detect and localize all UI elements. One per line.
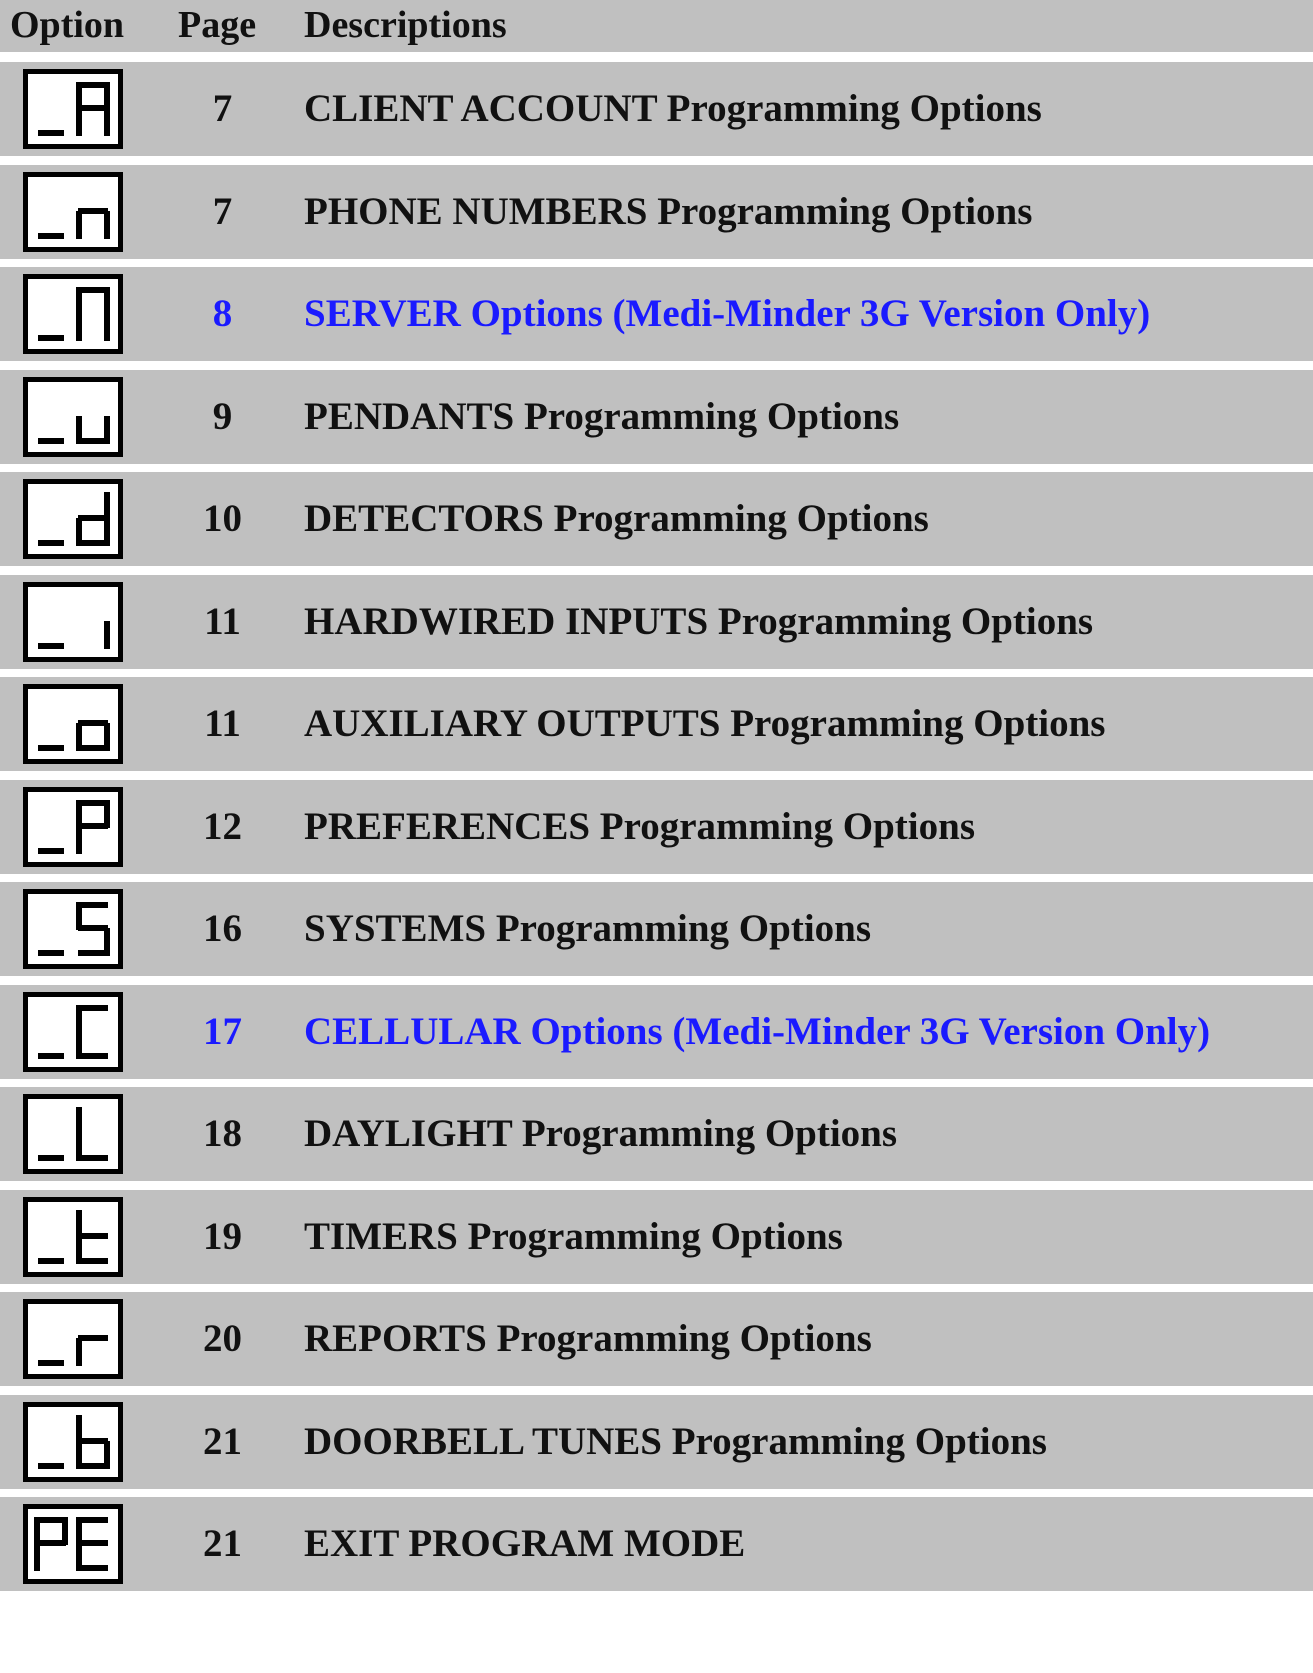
- lcd-right-segment-d: [78, 1155, 108, 1161]
- page-number: 12: [203, 805, 242, 848]
- table-row: [0, 1395, 1313, 1489]
- page-number: 10: [203, 497, 242, 540]
- option-description: CELLULAR Options (Medi-Minder 3G Version Only): [304, 1010, 1211, 1053]
- lcd-right-segment-e: [76, 211, 82, 239]
- lcd-display-icon: [23, 787, 123, 867]
- lcd-display-icon: [23, 69, 123, 149]
- option-description: HARDWIRED INPUTS Programming Options: [304, 600, 1094, 643]
- lcd-right-segment-g: [78, 208, 108, 214]
- lcd-right-segment-f: [76, 1107, 82, 1135]
- lcd-right-segment-g: [78, 1540, 108, 1546]
- lcd-display-icon: [23, 479, 123, 559]
- lcd-right-segment-b: [104, 287, 110, 315]
- table-row: [0, 1190, 1313, 1284]
- lcd-right-segment-e: [76, 313, 82, 341]
- lcd-right-segment-e: [76, 1133, 82, 1161]
- option-description: REPORTS Programming Options: [304, 1317, 872, 1360]
- lcd-underscore-segment: [38, 1258, 64, 1264]
- lcd-right-segment-c: [104, 313, 110, 341]
- table-row: [0, 370, 1313, 464]
- lcd-underscore-segment: [38, 950, 64, 956]
- lcd-left-segment-g: [36, 1540, 66, 1546]
- lcd-right-segment-e: [76, 723, 82, 751]
- lcd-underscore-segment: [38, 130, 64, 136]
- lcd-right-segment-g: [78, 720, 108, 726]
- lcd-display-icon: [23, 1402, 123, 1482]
- page-number: 11: [204, 600, 241, 643]
- option-description: CLIENT ACCOUNT Programming Options: [304, 87, 1042, 130]
- page-number: 21: [203, 1420, 242, 1463]
- option-description: SERVER Options (Medi-Minder 3G Version Only): [304, 292, 1151, 335]
- header-page: Page: [178, 4, 257, 46]
- page-number: 21: [203, 1522, 242, 1565]
- lcd-right-segment-d: [78, 950, 108, 956]
- lcd-display-icon: [23, 1299, 123, 1379]
- lcd-underscore-segment: [38, 745, 64, 751]
- table-row: [0, 677, 1313, 771]
- lcd-right-segment-e: [76, 108, 82, 136]
- lcd-right-segment-d: [78, 1463, 108, 1469]
- lcd-display-icon: [23, 274, 123, 354]
- table-row: [0, 165, 1313, 259]
- table-row: [0, 62, 1313, 156]
- lcd-underscore-segment: [38, 643, 64, 649]
- option-description: AUXILIARY OUTPUTS Programming Options: [304, 702, 1106, 745]
- lcd-right-segment-g: [78, 823, 108, 829]
- lcd-right-segment-g: [78, 1233, 108, 1239]
- page-number: 19: [203, 1215, 242, 1258]
- table-header: [0, 0, 1313, 52]
- lcd-display-icon: [23, 684, 123, 764]
- lcd-underscore-segment: [38, 233, 64, 239]
- lcd-underscore-segment: [38, 540, 64, 546]
- option-description: EXIT PROGRAM MODE: [304, 1522, 746, 1565]
- header-descriptions: Descriptions: [304, 4, 507, 46]
- lcd-right-segment-e: [76, 1031, 82, 1059]
- lcd-display-icon: [23, 1094, 123, 1174]
- lcd-right-segment-f: [76, 1005, 82, 1033]
- page-number: 20: [203, 1317, 242, 1360]
- lcd-right-segment-d: [78, 540, 108, 546]
- page-number: 8: [212, 292, 233, 335]
- lcd-underscore-segment: [38, 1053, 64, 1059]
- table-row: [0, 780, 1313, 874]
- table-row: [0, 267, 1313, 361]
- lcd-underscore-segment: [38, 1155, 64, 1161]
- lcd-display-icon: [23, 1504, 123, 1584]
- lcd-right-segment-g: [78, 515, 108, 521]
- header-option: Option: [10, 4, 125, 46]
- option-description: PENDANTS Programming Options: [304, 395, 900, 438]
- lcd-underscore-segment: [38, 848, 64, 854]
- page-number: 11: [204, 702, 241, 745]
- page-number: 7: [212, 190, 233, 233]
- lcd-right-segment-a: [78, 1517, 108, 1523]
- lcd-right-segment-e: [76, 416, 82, 444]
- lcd-right-segment-g: [78, 1438, 108, 1444]
- lcd-right-segment-c: [104, 621, 110, 649]
- lcd-display-icon: [23, 889, 123, 969]
- table-row: [0, 882, 1313, 976]
- lcd-right-segment-d: [78, 745, 108, 751]
- table-row: [0, 985, 1313, 1079]
- lcd-display-icon: [23, 1197, 123, 1277]
- table-row: [0, 575, 1313, 669]
- lcd-right-segment-d: [78, 438, 108, 444]
- lcd-display-icon: [23, 172, 123, 252]
- lcd-display-icon: [23, 582, 123, 662]
- lcd-right-segment-d: [78, 1258, 108, 1264]
- lcd-underscore-segment: [38, 438, 64, 444]
- lcd-right-segment-e: [76, 1543, 82, 1571]
- lcd-right-segment-e: [76, 1441, 82, 1469]
- page-number: 7: [212, 87, 233, 130]
- table-row: [0, 1087, 1313, 1181]
- lcd-right-segment-a: [78, 1005, 108, 1011]
- lcd-right-segment-c: [104, 108, 110, 136]
- lcd-right-segment-e: [76, 826, 82, 854]
- lcd-underscore-segment: [38, 1463, 64, 1469]
- lcd-right-segment-g: [78, 1335, 108, 1341]
- lcd-display-icon: [23, 377, 123, 457]
- table-row: [0, 1292, 1313, 1386]
- option-description: TIMERS Programming Options: [304, 1215, 843, 1258]
- lcd-right-segment-g: [78, 105, 108, 111]
- lcd-left-segment-e: [34, 1543, 40, 1571]
- lcd-right-segment-d: [78, 1053, 108, 1059]
- lcd-right-segment-g: [78, 925, 108, 931]
- page-number: 17: [203, 1010, 242, 1053]
- option-description: DOORBELL TUNES Programming Options: [304, 1420, 1047, 1463]
- lcd-right-segment-f: [76, 287, 82, 315]
- option-description: PREFERENCES Programming Options: [304, 805, 975, 848]
- lcd-underscore-segment: [38, 1360, 64, 1366]
- lcd-right-segment-e: [76, 1338, 82, 1366]
- lcd-underscore-segment: [38, 335, 64, 341]
- lcd-right-segment-a: [78, 902, 108, 908]
- option-description: PHONE NUMBERS Programming Options: [304, 190, 1033, 233]
- page-number: 18: [203, 1112, 242, 1155]
- lcd-right-segment-a: [78, 82, 108, 88]
- lcd-display-icon: [23, 992, 123, 1072]
- lcd-right-segment-a: [78, 287, 108, 293]
- table-row: [0, 1497, 1313, 1591]
- lcd-right-segment-e: [76, 1236, 82, 1264]
- lcd-left-segment-a: [36, 1517, 66, 1523]
- lcd-right-segment-c: [104, 211, 110, 239]
- page-number: 16: [203, 907, 242, 950]
- table-row: [0, 472, 1313, 566]
- option-description: SYSTEMS Programming Options: [304, 907, 872, 950]
- page-number: 9: [212, 395, 233, 438]
- option-description: DAYLIGHT Programming Options: [304, 1112, 898, 1155]
- lcd-right-segment-d: [78, 1565, 108, 1571]
- lcd-right-segment-a: [78, 800, 108, 806]
- lcd-right-segment-e: [76, 518, 82, 546]
- option-description: DETECTORS Programming Options: [304, 497, 929, 540]
